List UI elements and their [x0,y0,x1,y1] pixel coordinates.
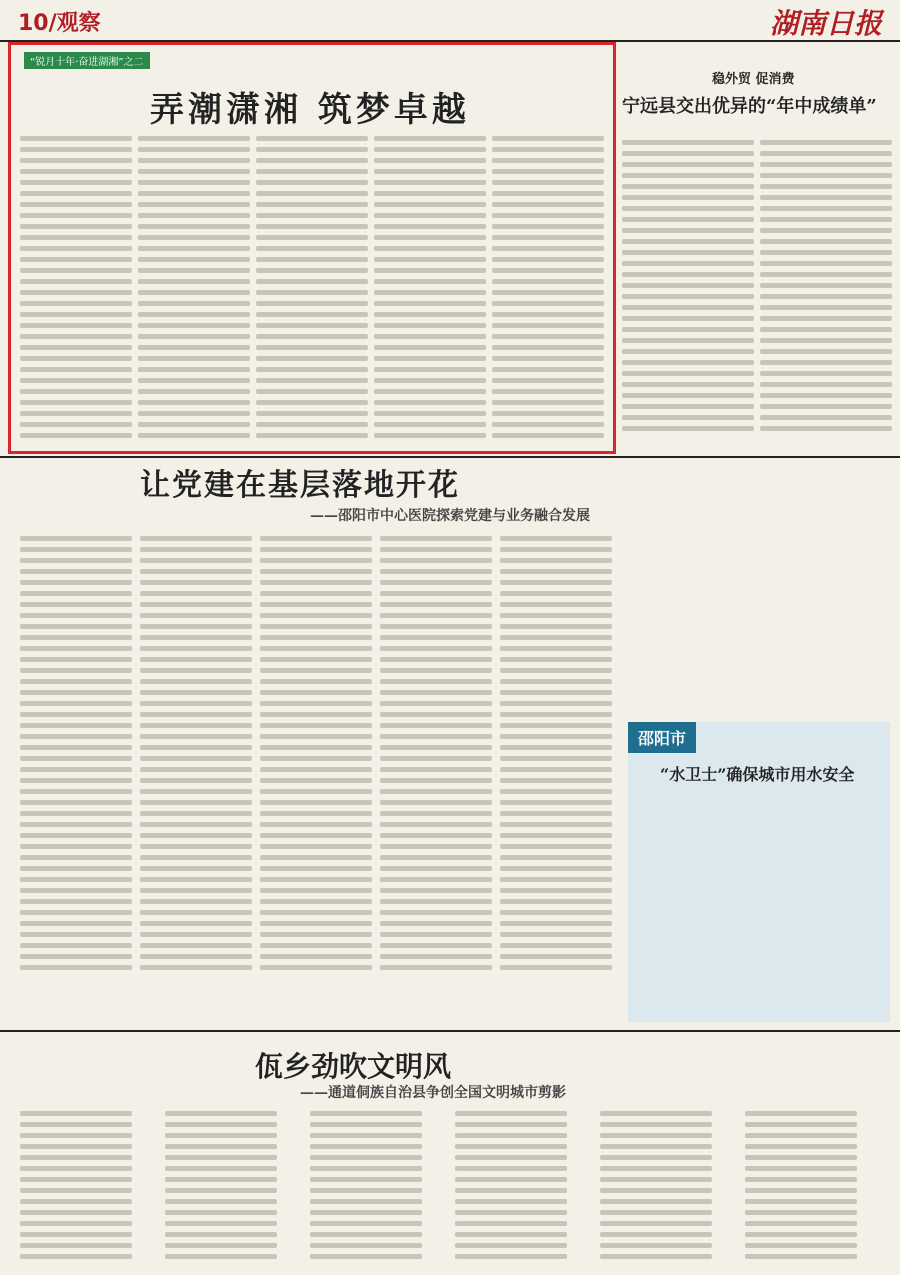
feature-2-headline: 宁远县交出优异的“年中成绩单” [622,96,877,117]
sidebar-story-box [628,722,890,1022]
feature-5-subhead: ——通道侗族自治县争创全国文明城市剪影 [300,1085,566,1101]
masthead-logo: 湖南日报 [769,7,882,40]
series-tag: “锐月十年·奋进湖湘”之二 [24,52,150,69]
page-header [0,0,900,42]
feature-1-headline: 弄潮潇湘 筑梦卓越 [150,90,470,130]
feature-3-body [20,530,620,1000]
region-badge: 邵阳市 [628,722,696,753]
feature-2-body [622,134,754,454]
section-divider-2 [0,1030,900,1032]
feature-4-headline: “水卫士”确保城市用水安全 [660,765,855,784]
feature-2-kicker: 稳外贸 促消费 [712,72,795,87]
feature-1-body [20,130,610,448]
feature-3-subhead: ——邵阳市中心医院探索党建与业务融合发展 [310,508,590,524]
section-divider [0,456,900,458]
page-number: 10/观察 [18,11,101,36]
feature-3-headline: 让党建在基层落地开花 [140,468,460,503]
feature-5-headline: 佤乡劲吹文明风 [255,1050,452,1083]
feature-5-body [20,1105,880,1265]
feature-2-body-2 [760,134,892,454]
